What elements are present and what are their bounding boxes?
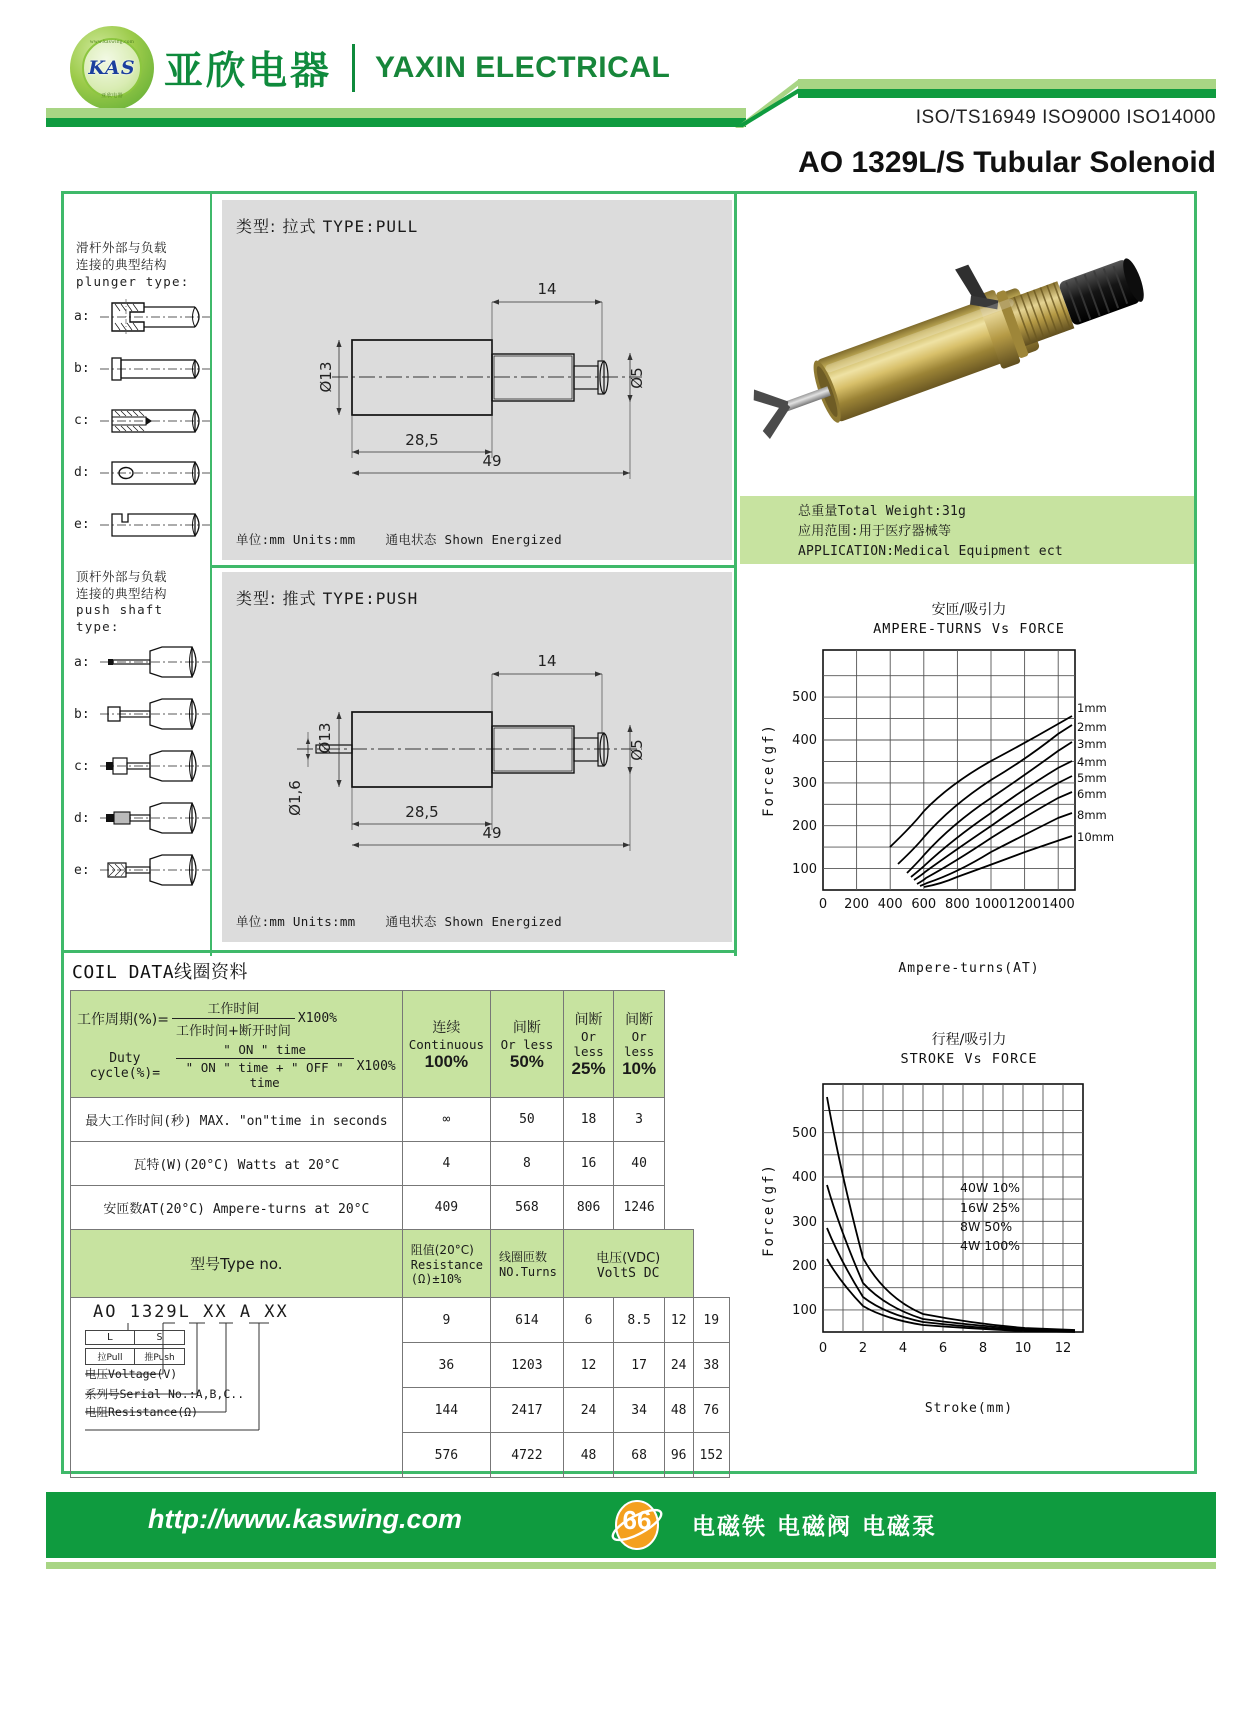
ampere-turns-vs-force-chart (745, 600, 1193, 980)
pull-drawing-label (236, 214, 418, 237)
chart2-ytick-100: 100 (792, 1302, 817, 1318)
max-on-time-v1: 50 (491, 1098, 564, 1142)
chart1-label-2mm: 2mm (1077, 719, 1107, 734)
watts-v1: 8 (491, 1142, 564, 1186)
row1-volt1: 8.5 (614, 1298, 665, 1343)
header-band-light-left (46, 108, 746, 118)
duty-cycle-formula-cell (71, 991, 403, 1098)
coil-data-table (70, 990, 730, 1478)
ampere-turns-v1: 568 (491, 1186, 564, 1230)
chart1-title (745, 600, 1193, 640)
plunger-heading-line2: 连接的典型结构 (76, 256, 168, 272)
push-stepped-rod-icon (100, 744, 210, 788)
row4-resistance: 576 (402, 1433, 490, 1478)
max-on-time-v0: ∞ (402, 1098, 490, 1142)
duty-col-continuous (402, 991, 490, 1098)
dim-body-len-push: 28,5 (405, 803, 439, 821)
row1-volt0: 6 (563, 1298, 614, 1343)
chart1-ylabel: Force(gf) (761, 722, 777, 817)
push-item-e (64, 844, 210, 896)
dim-dia-body-pull: Ø13 (317, 361, 335, 393)
row4-volt3: 152 (693, 1433, 729, 1478)
chart2-xtick-4: 4 (898, 1340, 908, 1356)
max-on-time-label: 最大工作时间(秒) MAX. "on"time in seconds (71, 1098, 403, 1142)
ls-cell-L: L (86, 1331, 135, 1344)
push-heading-line2: 连接的典型结构 (76, 585, 168, 601)
chart2-xtick-6: 6 (938, 1340, 948, 1356)
duty-cn-den: 工作时间+断开时间 (175, 1024, 291, 1039)
pull-type-drawing-panel (222, 200, 732, 560)
duty-col3-pct: 10% (622, 1059, 657, 1078)
push-item-a (64, 636, 210, 688)
pull-caption-state: 通电状态 Shown Energized (385, 532, 562, 547)
row4-turns: 4722 (491, 1433, 564, 1478)
row3-volt3: 76 (693, 1388, 729, 1433)
duty-col-10 (614, 991, 665, 1098)
row4-volt0: 48 (563, 1433, 614, 1478)
header-band-dark-left (46, 118, 746, 127)
stroke-vs-force-chart (745, 1030, 1193, 1430)
row1-resistance: 9 (402, 1298, 490, 1343)
plunger-item-a-key: a: (74, 309, 90, 325)
row2-resistance: 36 (402, 1343, 490, 1388)
chart1-label-8mm: 8mm (1077, 807, 1107, 822)
duty-en-mult: X100% (356, 1058, 396, 1074)
push-heading-line1: 顶杆外部与负载 (76, 568, 168, 584)
plunger-item-b-key: b: (74, 361, 90, 377)
chart2-title (745, 1030, 1193, 1070)
plunger-slot-icon (100, 503, 210, 547)
push-square-head-icon (100, 692, 210, 736)
chart1-xtick-1400: 1400 (1041, 896, 1075, 912)
chart1-label-5mm: 5mm (1077, 770, 1107, 785)
footer-bottom-band (46, 1562, 1216, 1569)
chart2-plot (745, 1070, 1193, 1390)
chart1-ytick-100: 100 (792, 861, 817, 877)
legend-resistance: 电阻Resistance(Ω) (85, 1405, 199, 1419)
chart2-xtick-10: 10 (1014, 1340, 1032, 1356)
push-item-c-key: c: (74, 758, 90, 774)
chart2-title-cn: 行程/吸引力 (931, 1032, 1007, 1048)
brand-name-cn: 亚欣电器 (164, 48, 333, 94)
dim-body-len-pull: 28,5 (405, 431, 439, 449)
push-drawing-caption (236, 912, 562, 930)
plunger-item-d-key: d: (74, 465, 90, 481)
duty-col2-pct: 25% (571, 1059, 606, 1078)
dim-shaft-len-push: 14 (537, 652, 557, 670)
watts-v2: 16 (563, 1142, 614, 1186)
product-info-box (740, 496, 1194, 564)
row4-volt2: 96 (664, 1433, 693, 1478)
duty-col-50 (491, 991, 564, 1098)
push-caption-units: 单位:mm Units:mm (236, 914, 356, 929)
brand-name-en: YAXIN ELECTRICAL (375, 51, 671, 84)
logo-arc-top-text: www.kaswing.com (89, 39, 135, 45)
chart2-label-40W: 40W 10% (960, 1179, 1021, 1195)
ampere-turns-row (71, 1186, 730, 1230)
chart1-title-en: AMPERE-TURNS Vs FORCE (873, 621, 1065, 638)
duty-col0-pct: 100% (424, 1051, 469, 1071)
plunger-heading-line1: 滑杆外部与负载 (76, 240, 168, 255)
model-code-cell (71, 1298, 403, 1478)
coil-data-title: COIL DATA线圈资料 (72, 962, 249, 983)
chart1-xtick-1000: 1000 (974, 896, 1008, 912)
page-header (0, 0, 1258, 179)
duty-cn-label: 工作周期(%)= (77, 1011, 169, 1028)
dim-dia-rod-push: Ø1,6 (286, 780, 304, 816)
row3-volt2: 48 (664, 1388, 693, 1433)
dim-total-len-push: 49 (482, 824, 502, 842)
plunger-cross-hole-icon (100, 451, 210, 495)
ampere-turns-label: 安匝数AT(20°C) Ampere-turns at 20°C (71, 1186, 403, 1230)
chart2-xtick-0: 0 (818, 1340, 828, 1356)
pull-dimension-drawing (222, 240, 732, 540)
chart1-ytick-200: 200 (792, 818, 817, 834)
kas-logo-icon (70, 26, 154, 110)
legend-voltage: 电压Voltage(V) (85, 1367, 178, 1381)
max-on-time-row (71, 1098, 730, 1142)
type-row-1 (71, 1298, 730, 1343)
duty-formula-en (77, 1042, 396, 1090)
row1-turns: 614 (491, 1298, 564, 1343)
push-item-c (64, 740, 210, 792)
chart2-label-8W: 8W 50% (960, 1218, 1013, 1234)
footer-tagline: 电磁铁 电磁阀 电磁泵 (692, 1514, 938, 1540)
push-item-d-key: d: (74, 810, 90, 826)
duty-col3-en: Or less (624, 1029, 655, 1059)
ampere-turns-v3: 1246 (614, 1186, 665, 1230)
dim-dia-tip-push: Ø5 (628, 739, 646, 761)
company-logo (70, 26, 670, 110)
dim-total-len-pull: 49 (482, 452, 502, 470)
chart1-ytick-300: 300 (792, 775, 817, 791)
dim-dia-tip-pull: Ø5 (628, 367, 646, 389)
watts-label: 瓦特(W)(20°C) Watts at 20°C (71, 1142, 403, 1186)
duty-formula-cn (77, 998, 396, 1039)
duty-col0-cn: 连续 (432, 1019, 461, 1036)
max-on-time-v3: 3 (614, 1098, 665, 1142)
push-heading-en: push shaft type: (76, 602, 164, 635)
chart1-ytick-500: 500 (792, 689, 817, 705)
watts-v0: 4 (402, 1142, 490, 1186)
push-label-en: TYPE:PUSH (322, 589, 419, 608)
dim-shaft-len-pull: 14 (537, 280, 557, 298)
chart2-xtick-8: 8 (978, 1340, 988, 1356)
brand-divider (352, 44, 355, 92)
push-item-b (64, 688, 210, 740)
watts-v3: 40 (614, 1142, 665, 1186)
push-type-drawing-panel (222, 572, 732, 942)
duty-cycle-header-row (71, 991, 730, 1098)
push-item-a-key: a: (74, 654, 90, 670)
plunger-item-c (64, 395, 210, 447)
chart1-xtick-800: 800 (944, 896, 970, 912)
max-on-time-v2: 18 (563, 1098, 614, 1142)
row3-resistance: 144 (402, 1388, 490, 1433)
solenoid-product-image (740, 196, 1194, 496)
plunger-type-heading (64, 194, 210, 291)
push-caption-state: 通电状态 Shown Energized (385, 914, 562, 929)
plunger-item-e-key: e: (74, 517, 90, 533)
chart1-label-1mm: 1mm (1077, 700, 1107, 715)
duty-cn-mult: X100% (297, 1011, 338, 1026)
chart1-xlabel: Ampere-turns(AT) (898, 960, 1040, 976)
row4-volt1: 68 (614, 1433, 665, 1478)
ls-cell-S: S (156, 1332, 163, 1343)
chart1-label-10mm: 10mm (1077, 829, 1115, 844)
page-number: 66 (622, 1505, 652, 1535)
push-label-cn: 类型: 推式 (236, 589, 317, 608)
plunger-item-a (64, 291, 210, 343)
application-en: APPLICATION:Medical Equipment ect (798, 544, 1063, 560)
plunger-item-c-key: c: (74, 413, 90, 429)
chart1-xtick-600: 600 (911, 896, 937, 912)
application-cn: 应用范围:用于医疗器械等 (798, 524, 952, 540)
ls-cell-pull: 拉Pull (86, 1349, 135, 1364)
plunger-heading-en: plunger type: (76, 273, 190, 289)
chart2-ytick-300: 300 (792, 1214, 817, 1230)
watts-row (71, 1142, 730, 1186)
row2-volt1: 17 (614, 1343, 665, 1388)
model-code-text: AO 1329L XX A XX (93, 1302, 289, 1322)
duty-col1-cn: 间断 (512, 1019, 541, 1036)
plunger-threaded-hole-icon (100, 399, 210, 443)
chart1-xtick-1200: 1200 (1008, 896, 1042, 912)
right-column-divider (734, 194, 737, 956)
duty-col2-cn: 间断 (574, 1012, 603, 1028)
chart2-ytick-200: 200 (792, 1258, 817, 1274)
push-threaded-rod-icon (100, 796, 210, 840)
pull-label-en: TYPE:PULL (322, 217, 419, 236)
row2-volt2: 24 (664, 1343, 693, 1388)
row2-turns: 1203 (491, 1343, 564, 1388)
plunger-item-b (64, 343, 210, 395)
duty-en-den: " ON " time + " OFF " time (185, 1060, 344, 1090)
footer-website-url[interactable]: http://www.kaswing.com (148, 1504, 463, 1534)
chart2-xtick-12: 12 (1054, 1340, 1072, 1356)
push-knurled-rod-icon (100, 848, 210, 892)
duty-col2-en: Or less (573, 1029, 604, 1059)
plunger-item-d (64, 447, 210, 499)
chart2-ytick-400: 400 (792, 1169, 817, 1185)
legend-serial-no: 系列号Serial No.:A,B,C.. (85, 1387, 245, 1401)
push-item-d (64, 792, 210, 844)
row2-volt3: 38 (693, 1343, 729, 1388)
coil-section-separator (64, 950, 734, 953)
header-band-dark-right (798, 89, 1216, 98)
row2-volt0: 12 (563, 1343, 614, 1388)
push-item-e-key: e: (74, 862, 90, 878)
chart2-title-en: STROKE Vs FORCE (900, 1051, 1038, 1068)
row1-volt3: 19 (693, 1298, 729, 1343)
duty-col0-en: Continuous (408, 1036, 485, 1052)
iso-certifications: ISO/TS16949 ISO9000 ISO14000 (915, 107, 1216, 128)
drawing-panel-separator (212, 565, 734, 568)
duty-en-num: " ON " time (176, 1042, 354, 1059)
chart1-xtick-200: 200 (844, 896, 870, 912)
push-drawing-label (236, 586, 418, 609)
row3-turns: 2417 (491, 1388, 564, 1433)
pull-label-cn: 类型: 拉式 (236, 217, 317, 236)
plunger-type-sidebar (64, 194, 212, 956)
logo-kas-text: KAS (88, 57, 136, 79)
chart2-label-16W: 16W 25% (960, 1199, 1021, 1215)
chart1-xtick-0: 0 (818, 896, 828, 912)
plunger-flange-icon (100, 347, 210, 391)
chart1-label-4mm: 4mm (1077, 754, 1107, 769)
ampere-turns-v2: 806 (563, 1186, 614, 1230)
push-shaft-heading (64, 551, 210, 637)
pull-drawing-caption (236, 530, 562, 548)
chart2-ylabel: Force(gf) (761, 1162, 777, 1257)
volts-header: 电压(VDC) VoltS DC (563, 1230, 693, 1298)
chart2-label-4W: 4W 100% (960, 1237, 1021, 1253)
duty-col3-cn: 间断 (625, 1012, 654, 1028)
push-plain-rod-icon (100, 640, 210, 684)
product-photo (740, 196, 1194, 496)
plunger-item-e (64, 499, 210, 551)
plunger-clevis-icon (100, 295, 210, 339)
logo-arc-bottom-text: 亚欣电器 (101, 93, 123, 99)
ls-cell-push: 推Push (144, 1353, 175, 1363)
total-weight: 总重量Total Weight:31g (798, 504, 967, 519)
header-band-light-right (798, 79, 1216, 89)
push-dimension-drawing (222, 612, 732, 922)
chart1-ytick-400: 400 (792, 732, 817, 748)
type-table-header-row (71, 1230, 730, 1298)
resistance-header: 阻值(20°C) Resistance (Ω)±10% (402, 1230, 490, 1298)
duty-col-25 (563, 991, 614, 1098)
chart1-title-cn: 安匝/吸引力 (931, 602, 1007, 618)
duty-cn-num: 工作时间 (172, 998, 295, 1019)
push-item-b-key: b: (74, 706, 90, 722)
model-code-diagram (71, 1298, 402, 1448)
chart2-xlabel: Stroke(mm) (924, 1400, 1014, 1416)
chart1-plot (745, 640, 1193, 950)
chart1-label-3mm: 3mm (1077, 736, 1107, 751)
chart1-label-6mm: 6mm (1077, 786, 1107, 801)
row1-volt2: 12 (664, 1298, 693, 1343)
pull-caption-units: 单位:mm Units:mm (236, 532, 356, 547)
duty-col1-en: Or less (500, 1036, 554, 1052)
duty-col1-pct: 50% (509, 1051, 544, 1071)
type-no-header: 型号Type no. (71, 1230, 403, 1298)
dim-dia-body-push: Ø13 (316, 722, 334, 754)
ampere-turns-v0: 409 (402, 1186, 490, 1230)
row3-volt1: 34 (614, 1388, 665, 1433)
turns-header: 线圈匝数 NO.Turns (491, 1230, 564, 1298)
chart2-xtick-2: 2 (858, 1340, 868, 1356)
chart1-xtick-400: 400 (877, 896, 903, 912)
row3-volt0: 24 (563, 1388, 614, 1433)
chart2-ytick-500: 500 (792, 1125, 817, 1141)
duty-en-label: Duty cycle(%)= (89, 1051, 161, 1081)
page-title: AO 1329L/S Tubular Solenoid (798, 146, 1216, 179)
